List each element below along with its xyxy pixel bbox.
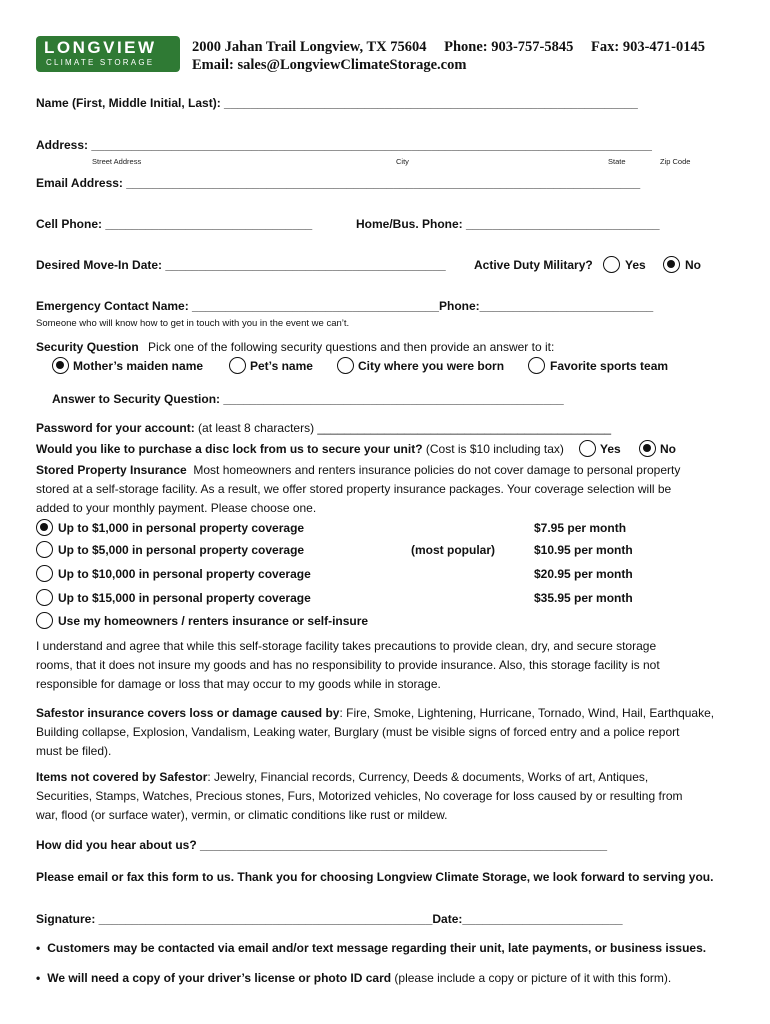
password-hint: (at least 8 characters) ____________________________________________ xyxy=(194,421,612,435)
disc-lock-no-label: No xyxy=(660,442,676,456)
exclusions-paragraph xyxy=(36,768,726,825)
referral-source-field[interactable]: How did you hear about us? _____________________________________________________________ xyxy=(36,838,608,852)
address-field[interactable]: Address: ____________________________________________________________________________________ xyxy=(36,138,652,152)
exclusions-line-1: : Jewelry, Financial records, Currency, Deeds & documents, Works of art, Antiques, xyxy=(207,770,649,784)
security-option-label-0: Mother’s maiden name xyxy=(73,359,204,373)
military-no-radio[interactable] xyxy=(663,256,680,273)
bullet-id-notice xyxy=(36,971,671,985)
header-address: 2000 Jahan Trail Longview, TX 75604 xyxy=(192,39,427,55)
security-option-radio-3[interactable] xyxy=(528,357,545,374)
insurance-option-price-1: $10.95 per month xyxy=(534,543,633,557)
email-field[interactable]: Email Address: _____________________________________________________________________________ xyxy=(36,176,641,190)
agree-line-2: rooms, that it does not insure my goods and has no responsibility to provide insurance. Also, this storage facility is not xyxy=(36,658,660,672)
insurance-option-radio-0[interactable] xyxy=(36,519,53,536)
insurance-option-label-4: Use my homeowners / renters insurance or self-insure xyxy=(58,614,369,628)
agree-line-1: I understand and agree that while this self-storage facility takes precautions to provide clean, dry, and secure storage xyxy=(36,639,657,653)
insurance-option-price-3: $35.95 per month xyxy=(534,591,633,605)
insurance-option-radio-2[interactable] xyxy=(36,565,53,582)
insurance-description xyxy=(36,461,726,518)
insurance-option-price-2: $20.95 per month xyxy=(534,567,633,581)
military-yes-radio[interactable] xyxy=(603,256,620,273)
agreement-paragraph xyxy=(36,637,726,694)
insurance-option-label-2: Up to $10,000 in personal property coverage xyxy=(58,567,311,581)
military-yes-label: Yes xyxy=(625,258,646,272)
logo-main-text: LONGVIEW xyxy=(44,38,157,57)
security-instruction: Pick one of the following security questions and then provide an answer to it: xyxy=(148,340,555,354)
insurance-desc-2: stored at a self-storage facility. As a result, we offer stored property insurance packages. Your coverage selection will be xyxy=(36,482,672,496)
password-field[interactable] xyxy=(36,421,611,435)
signature-date-field[interactable]: Signature: __________________________________________________Date:________________________ xyxy=(36,912,623,926)
security-question-heading xyxy=(36,340,554,354)
id-notice-rest: (please include a copy or picture of it with this form). xyxy=(391,971,672,985)
password-label: Password for your account: xyxy=(36,421,195,435)
insurance-option-radio-4[interactable] xyxy=(36,612,53,629)
insurance-option-radio-3[interactable] xyxy=(36,589,53,606)
insurance-desc-1: Most homeowners and renters insurance policies do not cover damage to personal property xyxy=(193,463,681,477)
disc-lock-yes-label: Yes xyxy=(600,442,621,456)
security-title: Security Question xyxy=(36,340,139,354)
security-option-label-1: Pet’s name xyxy=(250,359,313,373)
insurance-option-label-0: Up to $1,000 in personal property coverage xyxy=(58,521,305,535)
exclusions-line-2: Securities, Stamps, Watches, Precious stones, Furs, Motorized vehicles, No coverage for loss caused by or resulting from xyxy=(36,789,683,803)
emergency-note: Someone who will know how to get in touch with you in the event we can’t. xyxy=(36,318,350,329)
id-notice-bold: We will need a copy of your driver’s license or photo ID card xyxy=(47,971,392,985)
insurance-option-note-1: (most popular) xyxy=(411,543,495,557)
name-field[interactable]: Name (First, Middle Initial, Last): ______________________________________________________________ xyxy=(36,96,638,110)
coverage-title: Safestor insurance covers loss or damage caused by xyxy=(36,706,340,720)
insurance-option-label-3: Up to $15,000 in personal property coverage xyxy=(58,591,311,605)
logo-sub-text: CLIMATE STORAGE xyxy=(46,58,155,67)
security-option-radio-1[interactable] xyxy=(229,357,246,374)
company-logo xyxy=(36,36,180,72)
exclusions-line-3: war, flood (or surface water), vermin, or climatic conditions like rust or mildew. xyxy=(36,808,448,822)
insurance-title: Stored Property Insurance xyxy=(36,463,187,477)
zip-code-label: Zip Code xyxy=(660,157,691,166)
military-label: Active Duty Military? xyxy=(474,258,593,272)
state-label: State xyxy=(608,157,626,166)
move-in-date-field[interactable]: Desired Move-In Date: __________________________________________ xyxy=(36,258,446,272)
thank-you-note: Please email or fax this form to us. Thank you for choosing Longview Climate Storage, we look forward to serving you. xyxy=(36,870,714,884)
disc-lock-text: Would you like to purchase a disc lock from us to secure your unit? xyxy=(36,442,423,456)
coverage-line-1: : Fire, Smoke, Lightening, Hurricane, Tornado, Wind, Hail, Earthquake, xyxy=(339,706,715,720)
insurance-desc-3: added to your monthly payment. Please choose one. xyxy=(36,501,317,515)
coverage-line-2: Building collapse, Explosion, Vandalism, Leaking water, Burglary (must be visible signs of forced entry and a police report xyxy=(36,725,680,739)
exclusions-title: Items not covered by Safestor xyxy=(36,770,208,784)
city-label: City xyxy=(396,157,409,166)
bullet-contact-notice: • Customers may be contacted via email and/or text message regarding their unit, late payments, or business issues. xyxy=(36,941,706,955)
coverage-line-3: must be filed). xyxy=(36,744,112,758)
security-option-label-2: City where you were born xyxy=(358,359,505,373)
cell-phone-field[interactable]: Cell Phone: _______________________________ xyxy=(36,217,313,231)
disc-lock-no-radio[interactable] xyxy=(639,440,656,457)
disc-lock-question xyxy=(36,442,564,456)
home-phone-field[interactable]: Home/Bus. Phone: _____________________________ xyxy=(356,217,660,231)
security-option-radio-0[interactable] xyxy=(52,357,69,374)
header-contact-line xyxy=(192,39,705,56)
street-address-label: Street Address xyxy=(92,157,142,166)
security-option-label-3: Favorite sports team xyxy=(550,359,669,373)
header-fax: Fax: 903-471-0145 xyxy=(591,39,705,55)
disc-lock-cost: (Cost is $10 including tax) xyxy=(422,442,564,456)
security-option-radio-2[interactable] xyxy=(337,357,354,374)
header-phone: Phone: 903-757-5845 xyxy=(444,39,574,55)
header-email: Email: sales@LongviewClimateStorage.com xyxy=(192,57,467,73)
military-no-label: No xyxy=(685,258,701,272)
disc-lock-yes-radio[interactable] xyxy=(579,440,596,457)
agree-line-3: responsible for damage or loss that may occur to my goods while in storage. xyxy=(36,677,441,691)
insurance-option-price-0: $7.95 per month xyxy=(534,521,627,535)
emergency-contact-field[interactable]: Emergency Contact Name: _____________________________________Phone:__________________________ xyxy=(36,299,654,313)
insurance-option-label-1: Up to $5,000 in personal property coverage xyxy=(58,543,305,557)
security-answer-field[interactable]: Answer to Security Question: ___________________________________________________ xyxy=(52,392,564,406)
insurance-option-radio-1[interactable] xyxy=(36,541,53,558)
coverage-paragraph xyxy=(36,704,726,761)
